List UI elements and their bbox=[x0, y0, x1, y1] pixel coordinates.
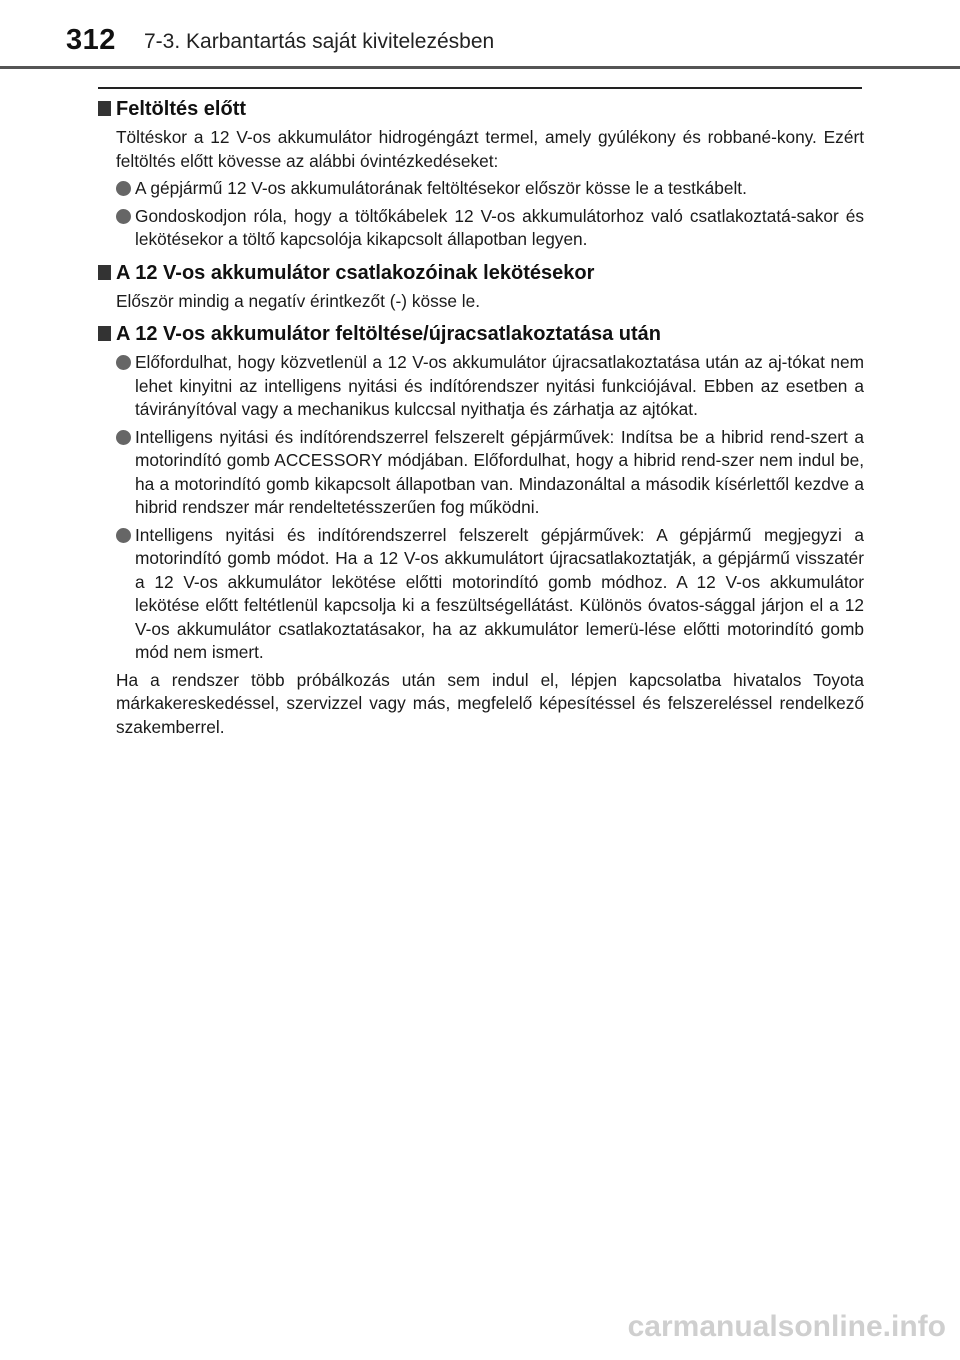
section-heading-before-charging bbox=[98, 96, 864, 122]
square-bullet-icon bbox=[98, 101, 111, 116]
section-heading-after-recharging bbox=[98, 321, 864, 347]
round-bullet-icon bbox=[116, 181, 131, 196]
page-header bbox=[0, 0, 960, 64]
list-item bbox=[116, 177, 864, 201]
page-number: 312 bbox=[66, 24, 116, 56]
section-heading-text: A 12 V-os akkumulátor csatlakozóinak lekötésekor bbox=[116, 261, 595, 284]
list-item bbox=[116, 426, 864, 520]
header-divider bbox=[0, 66, 960, 69]
list-item-text: A gépjármű 12 V-os akkumulátorának feltöltésekor először kösse le a testkábelt. bbox=[135, 178, 747, 198]
content-top-divider bbox=[98, 87, 862, 89]
list-item-text: Intelligens nyitási és indítórendszerrel felszerelt gépjárművek: A gépjármű megjegyzi a motorindító gomb módot. Ha a 12 V-os akkumulátort újracsatlakoztatják, a gépjármű visszatér a 12 V-os akkumulátor lekötése előtti motorindító gomb módhoz. A 12 V-os akkumulátor lekötése előtt feltétlenül kapcsolja ki a feszültségellátást. Különös óvatos-sággal járjon el a 12 V-os akkumulátor csatlakoztatásakor, ha az akkumulátor lemerü-lése előtti motorindító gomb mód nem ismert. bbox=[135, 524, 864, 662]
section-intro-text: Töltéskor a 12 V-os akkumulátor hidrogéngázt termel, amely gyúlékony és robbané-kony. Ezért feltöltés előtt kövesse az alábbi óvintézkedéseket: bbox=[116, 127, 864, 171]
section-heading-text: Feltöltés előtt bbox=[116, 98, 247, 120]
list-item-text: Gondoskodjon róla, hogy a töltőkábelek 12 V-os akkumulátorhoz való csatlakoztatá-sakor és lekötésekor a töltő kapcsolója kikapcsolt állapotban legyen. bbox=[135, 205, 864, 249]
round-bullet-icon bbox=[116, 355, 131, 370]
round-bullet-icon bbox=[116, 528, 131, 543]
round-bullet-icon bbox=[116, 209, 131, 224]
closing-paragraph: Ha a rendszer több próbálkozás után sem indul el, lépjen kapcsolatba hivatalos Toyota márkakereskedéssel, szervizzel vagy más, megfelelő képesítéssel és felszereléssel rendelkező szakemberrel. bbox=[116, 669, 864, 737]
list-item bbox=[116, 205, 864, 252]
list-item bbox=[116, 351, 864, 422]
watermark: carmanualsonline.info bbox=[627, 1310, 946, 1343]
list-item-text: Előfordulhat, hogy közvetlenül a 12 V-os akkumulátor újracsatlakoztatása után az aj-tókat nem lehet kinyitni az intelligens nyitási és indítórendszer nyitási funkciójával. Ebben az esetben a távirányítóval vagy a mechanikus kulccsal nyithatja és zárhatja az ajtókat. bbox=[135, 352, 864, 419]
section-heading-text: A 12 V-os akkumulátor feltöltése/újracsatlakoztatása után bbox=[116, 323, 662, 345]
page-content bbox=[98, 96, 864, 739]
round-bullet-icon bbox=[116, 430, 131, 445]
square-bullet-icon bbox=[98, 326, 111, 341]
section-heading-disconnecting-terminals bbox=[98, 260, 864, 286]
square-bullet-icon bbox=[98, 265, 111, 280]
list-item-text: Intelligens nyitási és indítórendszerrel felszerelt gépjárművek: Indítsa be a hibrid rend-szert a motorindító gomb ACCESSORY módjában. Előfordulhat, hogy a hibrid rend-szer nem indul be, ha a motorindító gomb kikapcsolt állapotban van. Mindazonáltal a második kísérlettől kezdve a hibrid rendszer már rendeltetésszerűen fog működni. bbox=[135, 426, 864, 517]
section-intro-text: Először mindig a negatív érintkezőt (-) kösse le. bbox=[116, 290, 481, 311]
list-item bbox=[116, 524, 864, 665]
chapter-title: 7-3. Karbantartás saját kivitelezésben bbox=[144, 30, 495, 53]
